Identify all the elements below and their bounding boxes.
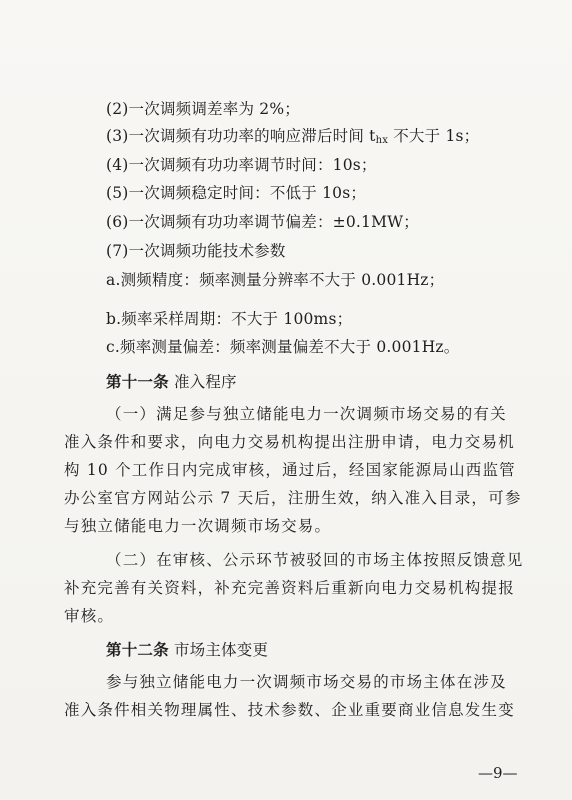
item-4-text: (4)一次调频有功功率调节时间：10s； — [106, 156, 377, 174]
article-12-heading — [106, 640, 268, 660]
article-11-label: 第十一条 — [106, 372, 169, 391]
sub-item-c-text: c.频率测量偏差：频率测量偏差不大于 0.001Hz。 — [106, 338, 460, 356]
article-12-title: 市场主体变更 — [168, 641, 269, 659]
article-11-heading — [106, 372, 237, 392]
article-11-paragraph-2-line-2: 补充完善有关资料，补充完善资料后重新向电力交易机构提报 — [64, 579, 515, 597]
sub-item-b-text: b.频率采样周期：不大于 100ms； — [106, 310, 353, 328]
item-3-text — [106, 126, 479, 151]
article-12-paragraph-line-2: 准入条件相关物理属性、技术参数、企业重要商业信息发生变 — [64, 701, 515, 719]
item-3-prefix: (3)一次调频有功功率的响应滞后时间 t — [106, 127, 376, 145]
sub-item-a-text: a.测频精度：频率测量分辨率不大于 0.001Hz； — [106, 271, 445, 289]
item-3-subscript: hx — [375, 135, 389, 146]
article-11-title: 准入程序 — [168, 373, 237, 391]
article-11-paragraph-1-line-1: （一）满足参与独立储能电力一次调频市场交易的有关 — [106, 405, 507, 423]
item-5-text: (5)一次调频稳定时间：不低于 10s； — [106, 184, 367, 202]
article-12-label: 第十二条 — [106, 640, 169, 659]
article-12-paragraph-line-1: 参与独立储能电力一次调频市场交易的市场主体在涉及 — [106, 673, 507, 691]
item-7-text: (7)一次调频功能技术参数 — [106, 242, 286, 260]
item-2-text: (2)一次调频调差率为 2%； — [106, 100, 300, 118]
article-11-paragraph-1-line-5: 与独立储能电力一次调频市场交易。 — [64, 517, 332, 535]
article-11-paragraph-1-line-3: 构 10 个工作日内完成审核，通过后，经国家能源局山西监管 — [64, 461, 516, 479]
page-number: —9— — [478, 764, 518, 782]
article-11-paragraph-2-line-3: 审核。 — [64, 607, 115, 625]
item-6-text: (6)一次调频有功功率调节偏差：±0.1MW； — [106, 213, 419, 231]
article-11-paragraph-1-line-4: 办公室官方网站公示 7 天后，注册生效，纳入准入目录，可参 — [64, 489, 522, 507]
item-3-suffix: 不大于 1s； — [388, 127, 480, 145]
article-11-paragraph-2-line-1: （二）在审核、公示环节被驳回的市场主体按照反馈意见 — [106, 551, 524, 569]
article-11-paragraph-1-line-2: 准入条件和要求，向电力交易机构提出注册申请，电力交易机 — [64, 433, 515, 451]
